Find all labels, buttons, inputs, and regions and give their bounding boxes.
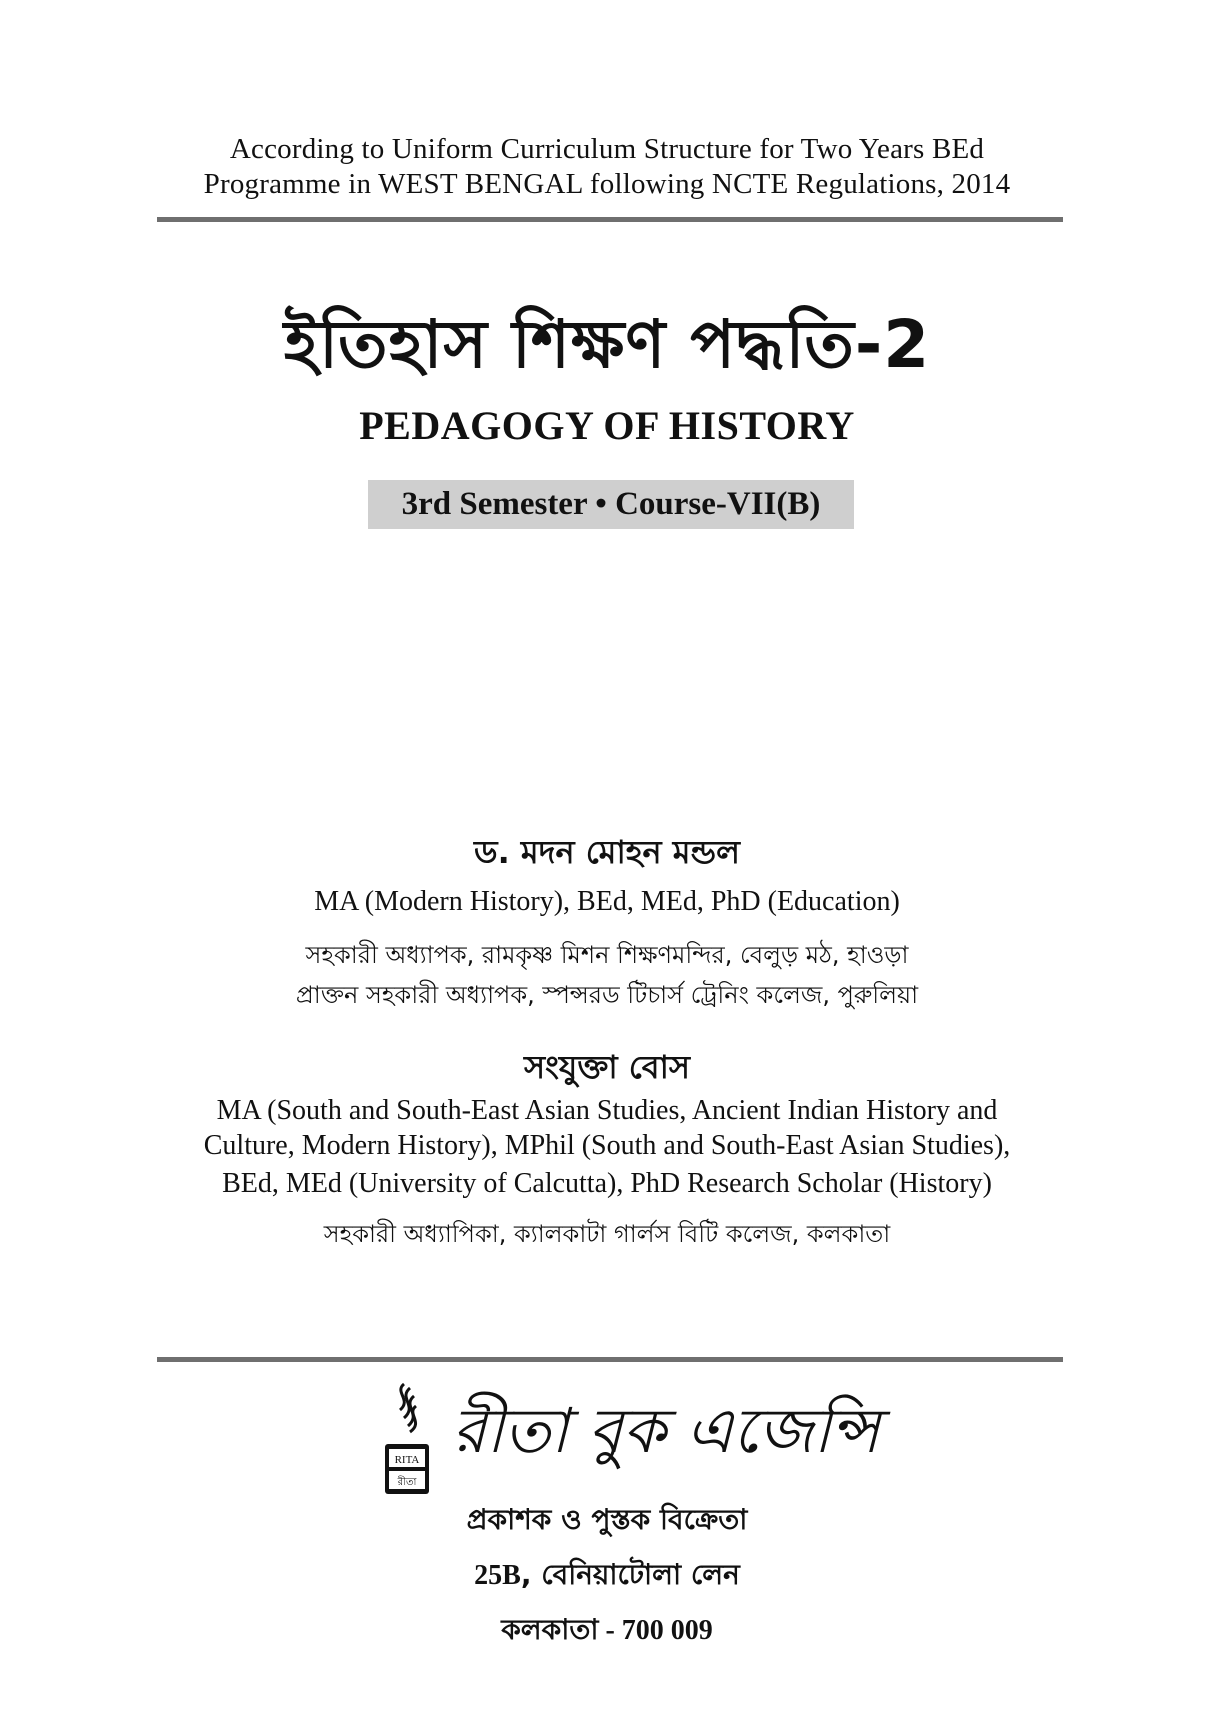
header-line-2: Programme in WEST BENGAL following NCTE Regulations, 2014 xyxy=(203,168,1011,200)
pin-code: - 700 009 xyxy=(598,1615,713,1646)
publisher-logo xyxy=(382,1378,880,1498)
logo-badge-top: RITA xyxy=(394,1454,420,1466)
semester-badge: 3rd Semester • Course-VII(B) xyxy=(368,480,854,529)
address-number: 25B xyxy=(474,1560,521,1591)
logo-badge-bottom: রীতা xyxy=(397,1477,417,1488)
header-line-1: According to Uniform Curriculum Structure for Two Years BEd xyxy=(229,133,985,165)
author2-qualification-2: Culture, Modern History), MPhil (South and South-East Asian Studies), xyxy=(203,1130,1011,1161)
publisher-role: প্রকাশক ও পুস্তক বিক্রেতা xyxy=(466,1503,748,1536)
author2-qualification-3: BEd, MEd (University of Calcutta), PhD Research Scholar (History) xyxy=(222,1168,992,1199)
author1-qualification: MA (Modern History), BEd, MEd, PhD (Education) xyxy=(314,886,900,917)
author2-name: সংযুক্তা বোস xyxy=(523,1048,691,1086)
rita-torch-icon xyxy=(382,1382,432,1496)
publisher-city xyxy=(0,1610,1214,1651)
bengali-title: ইতিহাস শিক্ষণ পদ্ধতি-2 xyxy=(283,306,931,383)
top-rule xyxy=(157,217,1063,222)
author1-position-2: প্রাক্তন সহকারী অধ্যাপক, স্পন্সরড টিচার্স ট্রেনিং কলেজ, পুরুলিয়া xyxy=(295,981,919,1009)
author1-position-1: সহকারী অধ্যাপক, রামকৃষ্ণ মিশন শিক্ষণমন্দির, বেলুড় মঠ, হাওড়া xyxy=(305,941,909,969)
bottom-rule xyxy=(157,1357,1063,1362)
author1-name: ড. মদন মোহন মন্ডল xyxy=(474,833,740,871)
author2-position: সহকারী অধ্যাপিকা, ক্যালকাটা গার্লস বিটি কলেজ, কলকাতা xyxy=(323,1220,891,1248)
publisher-address xyxy=(0,1555,1214,1596)
publisher-logo-text: রীতা বুক এজেন্সি xyxy=(452,1394,880,1467)
city-name: কলকাতা xyxy=(501,1613,599,1646)
english-title: PEDAGOGY OF HISTORY xyxy=(359,403,855,448)
address-street: , বেনিয়াটোলা লেন xyxy=(520,1558,740,1591)
author2-qualification-1: MA (South and South-East Asian Studies, Ancient Indian History and xyxy=(216,1095,998,1126)
